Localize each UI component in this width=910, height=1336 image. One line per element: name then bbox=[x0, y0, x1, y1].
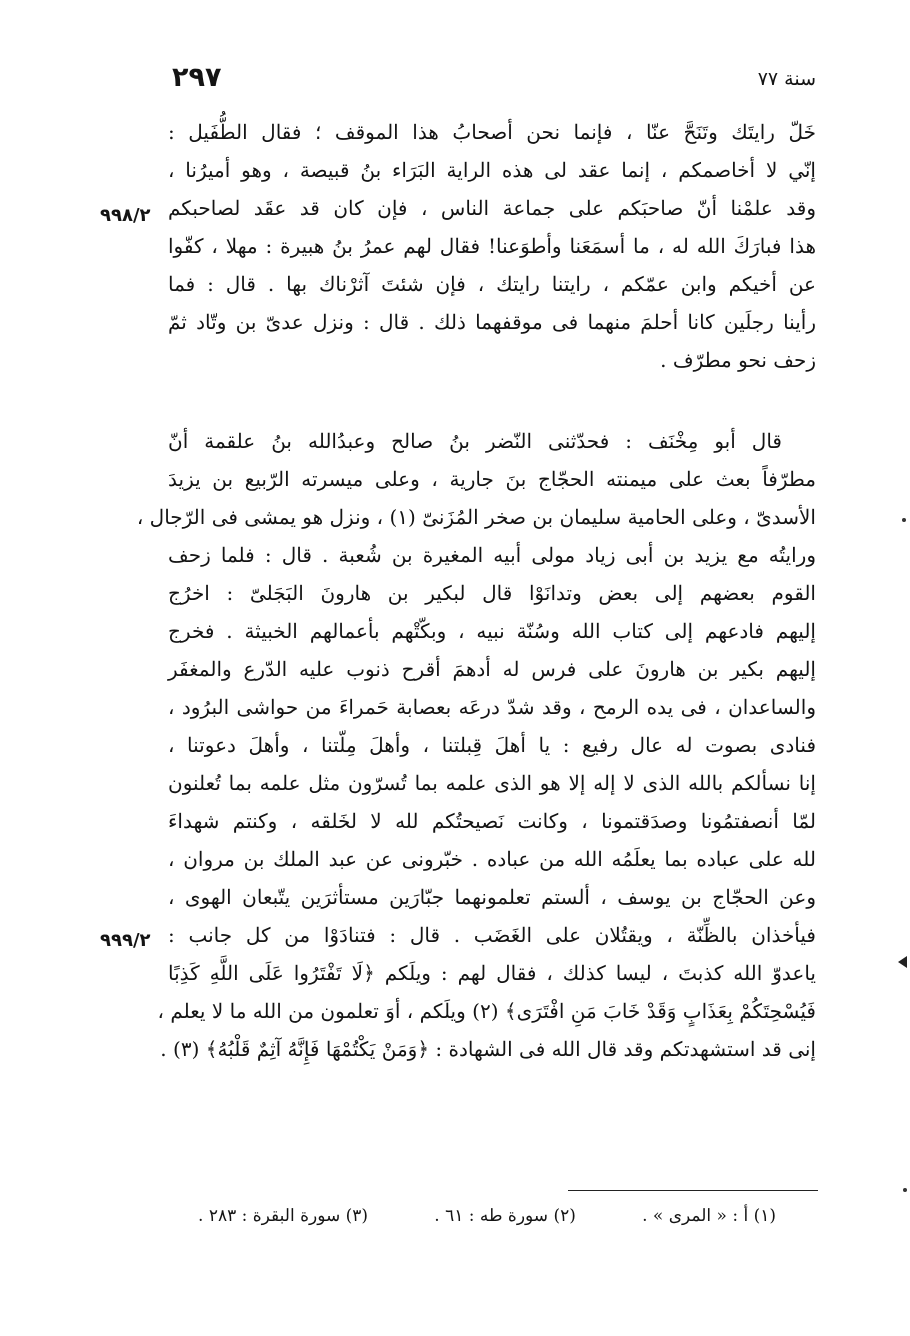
margin-reference: ٩٩٨/٢ bbox=[100, 205, 151, 226]
paragraph-2 bbox=[136, 422, 816, 1068]
text-line: إنى قد استشهدتكم وقد قال الله فى الشهادة : ﴿وَمَنْ يَكْتُمْهَا فَإِنَّهُ آثِمٌ قَلْبُهُ﴾ (٣) . bbox=[160, 1037, 816, 1061]
text-line: إليهم بكير بن هارونَ على فرس له أدهمَ أقرح ذنوب عليه الدّرع والمغفَر bbox=[168, 657, 816, 681]
text-line: الأسدىّ ، وعلى الحامية سليمان بن صخر المُزَنىّ (١) ، ونزل هو يمشى فى الرّجال ، bbox=[136, 505, 816, 529]
footnote-divider bbox=[568, 1190, 818, 1191]
text-line: وقد علمْنا أنّ صاحبَكم على جماعة الناس ، فإن كان قد عقَد لصاحبكم bbox=[168, 196, 816, 220]
text-line: هذا فبارَكَ الله له ، ما أسمَعَنا وأطوَعنا! فقال لهم عمرُ بنُ هبيرة : مهلا ، كفّوا bbox=[168, 234, 816, 258]
text-line: مطرّفاً بعث على ميمنته الحجّاج بنَ جارية ، وعلى ميسرته الرّبيع بن يزيدَ bbox=[168, 467, 816, 491]
text-line: القوم بعضهم إلى بعض وتدانَوْا قال لبكير بن هارونَ البَجَلىّ : اخرُج bbox=[168, 581, 816, 605]
text-line: قال أبو مِخْنَف : فحدّثنى النّضر بنُ صالح وعبدُالله بنُ علقمة أنّ bbox=[168, 429, 782, 453]
footnote-3: (٣) سورة البقرة : ٢٨٣ . bbox=[198, 1206, 369, 1226]
text-line: فيأخذان بالظِّنّة ، ويقتُلان على الغَضَب . قال : فتنادَوْا من كل جانب : bbox=[168, 923, 816, 947]
scan-mark-icon bbox=[898, 956, 907, 968]
scan-dot-icon bbox=[902, 518, 906, 522]
scan-dot-icon bbox=[903, 1188, 907, 1192]
text-line: وعن الحجّاج بن يوسف ، ألستم تعلمونهما جبّارَين مستأثرَين يتّبعان الهوى ، bbox=[168, 885, 816, 909]
text-line: عن أخيكم وابن عمّكم ، رايتنا رايتك ، فإن شئتَ آثرْناك بها . قال : فما bbox=[168, 272, 816, 296]
page-header bbox=[168, 62, 816, 102]
footnote-1: (١) أ : « المرى » . bbox=[642, 1206, 776, 1226]
paragraph-1 bbox=[168, 113, 816, 379]
text-line: إليهم فادعهم إلى كتاب الله وسُنّة نبيه ، وبكّتْهم بأعمالهم الخبيثة . فخرج bbox=[168, 619, 816, 643]
text-line: رأينا رجلَين كانا أحلمَ منهما فى موقفهما ذلك . قال : ونزل عدىّ بن وتّاد ثمّ bbox=[168, 310, 816, 334]
margin-reference: ٩٩٩/٢ bbox=[100, 930, 151, 951]
page-number: ٢٩٧ bbox=[172, 62, 222, 93]
text-line: إنّي لا أخاصمكم ، إنما عقد لى هذه الراية البَرَاء بنُ قبيصة ، وهو أميرُنا ، bbox=[168, 158, 816, 182]
year-label: سنة ٧٧ bbox=[757, 68, 816, 90]
text-line: خَلّ رايتَك وتَنَحَّ عنّا ، فإنما نحن أصحابُ هذا الموقف ؛ فقال الطُّفَيل : bbox=[168, 120, 816, 144]
text-line: ياعدوّ الله كذبتَ ، ليسا كذلك ، فقال لهم : ويلَكم ﴿لَا تَفْتَرُوا عَلَى اللَّهِ كَذِبًا bbox=[168, 961, 816, 985]
text-line: لله على عباده بما يعلَمُه الله من عباده . خبّرونى عن عبد الملك بن مروان ، bbox=[168, 847, 816, 871]
text-line: فَيُسْحِتَكُمْ بِعَذَابٍ وَقَدْ خَابَ مَنِ افْتَرَى﴾ (٢) ويلَكم ، أوَ تعلمون من الله ما لا يعلم ، bbox=[157, 999, 816, 1023]
text-line: إنا نسألكم بالله الذى لا إله إلا هو الذى علمه بما تُسرّون مثل علمه بما تُعلنون bbox=[168, 771, 816, 795]
text-line: زحف نحو مطرّف . bbox=[660, 348, 816, 372]
text-line: ورايتُه مع يزيد بن أبى زياد مولى أبيه المغيرة بن شُعبة . قال : فلما زحف bbox=[168, 543, 816, 567]
text-line: والساعدان ، فى يده الرمح ، وقد شدّ درعَه بعصابة حَمراءَ من حواشى البرُود ، bbox=[168, 695, 816, 719]
text-line: لمّا أنصفتمُونا وصدَقتمونا ، وكانت نَصيحتُكم لله لا لخَلقه ، وكنتم شهداءَ bbox=[168, 809, 816, 833]
footnote-2: (٢) سورة طه : ٦١ . bbox=[434, 1206, 576, 1226]
footnotes bbox=[168, 1206, 816, 1236]
text-line: فنادى بصوت له عال رفيع : يا أهلَ قِبلتنا ، وأهلَ مِلّتنا ، وأهلَ دعوتنا ، bbox=[168, 733, 816, 757]
